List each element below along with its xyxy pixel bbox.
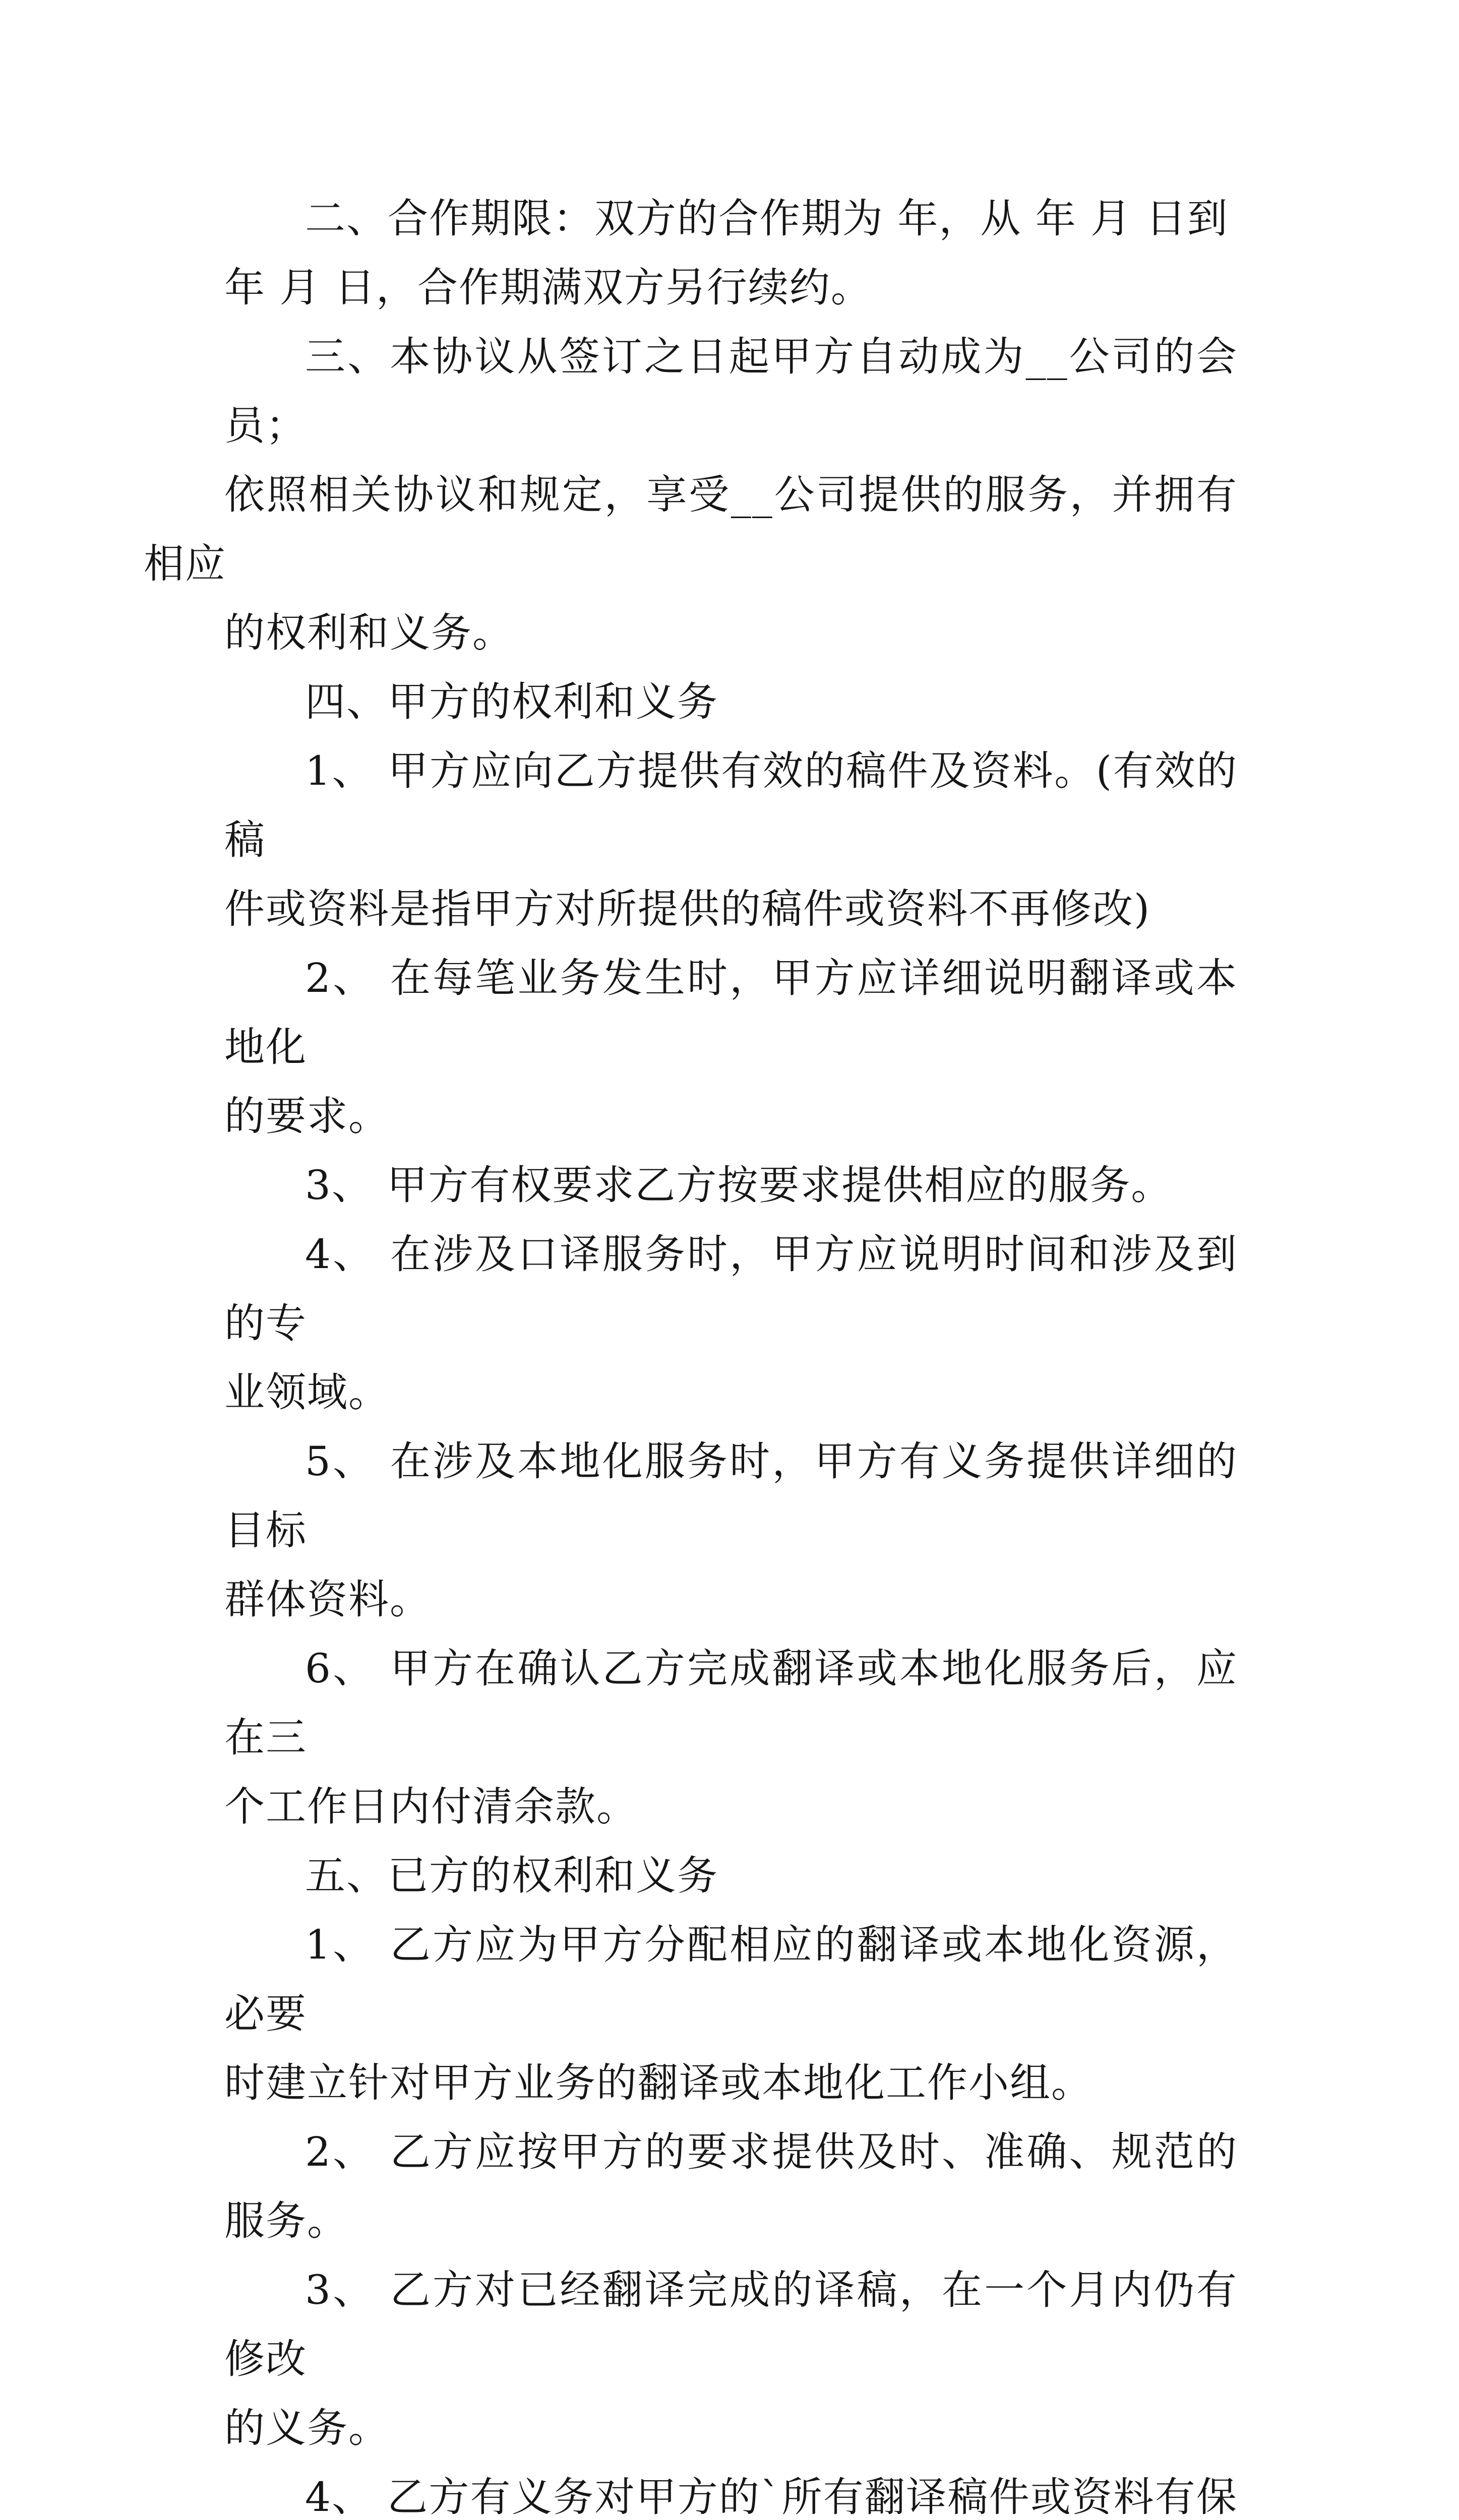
- clause-a-3: [224, 1151, 1238, 1220]
- text-line: 二、合作期限：双方的合作期为 年，从 年 月 日到: [305, 195, 1229, 242]
- text-line: 2、 在每笔业务发生时，甲方应详细说明翻译或本地化: [224, 955, 1238, 1070]
- clause-b-3: [224, 2255, 1238, 2463]
- text-line: 1、 乙方应为甲方分配相应的翻译或本地化资源，必要: [224, 1921, 1238, 2037]
- document-body: [144, 184, 1238, 2520]
- clause-b-2: [224, 2117, 1238, 2255]
- text-line: 4、 乙方有义务对甲方的`所有翻译稿件或资料有保: [305, 2474, 1238, 2520]
- text-line: 个工作日内付清余款。: [224, 1783, 638, 1830]
- text-line: 件或资料是指甲方对所提供的稿件或资料不再修改): [224, 886, 1151, 932]
- text-line: 三、本协议从签订之日起甲方自动成为__公司的会员；: [224, 333, 1238, 449]
- text-line: 的义务。: [224, 2405, 390, 2451]
- text-line: 4、 在涉及口译服务时，甲方应说明时间和涉及到的专: [224, 1231, 1238, 1347]
- clause-a-2: [224, 943, 1238, 1151]
- text-line: 五、已方的权利和义务: [305, 1852, 718, 1899]
- clause-b-4: [224, 2463, 1238, 2520]
- text-line: 年 月 日，合作期满双方另行续约。: [224, 264, 872, 311]
- clause-a-4: [224, 1220, 1238, 1427]
- paragraph-cooperation-term: [224, 184, 1238, 322]
- text-line: 业领域。: [224, 1369, 390, 1416]
- text-line: 群体资料。: [224, 1576, 431, 1623]
- clause-a-6: [224, 1634, 1238, 1841]
- text-line: 1、 甲方应向乙方提供有效的稿件及资料。(有效的稿: [224, 747, 1238, 863]
- text-line: 5、 在涉及本地化服务时，甲方有义务提供详细的目标: [224, 1438, 1238, 1554]
- text-line: 6、 甲方在确认乙方完成翻译或本地化服务后，应在三: [224, 1645, 1238, 1761]
- text-line: 3、 乙方对已经翻译完成的译稿，在一个月内仍有修改: [224, 2266, 1238, 2382]
- text-line: 的要求。: [224, 1093, 390, 1140]
- clause-a-5: [224, 1427, 1238, 1634]
- text-line: 2、 乙方应按甲方的要求提供及时、准确、规范的服务。: [224, 2128, 1238, 2244]
- text-line: 的权利和义务。: [224, 609, 514, 656]
- clause-b-1: [224, 1910, 1238, 2117]
- text-line: 四、甲方的权利和义务: [305, 678, 718, 725]
- section-heading-party-a: [224, 667, 1238, 736]
- text-line: 3、 甲方有权要求乙方按要求提供相应的服务。: [305, 1162, 1173, 1209]
- text-line: 时建立针对甲方业务的翻译或本地化工作小组。: [224, 2059, 1092, 2106]
- section-heading-party-b: [224, 1841, 1238, 1910]
- text-line: 依照相关协议和规定，享受__公司提供的服务，并拥有相应: [144, 471, 1238, 587]
- clause-a-1: [224, 736, 1238, 943]
- paragraph-membership: [144, 322, 1238, 667]
